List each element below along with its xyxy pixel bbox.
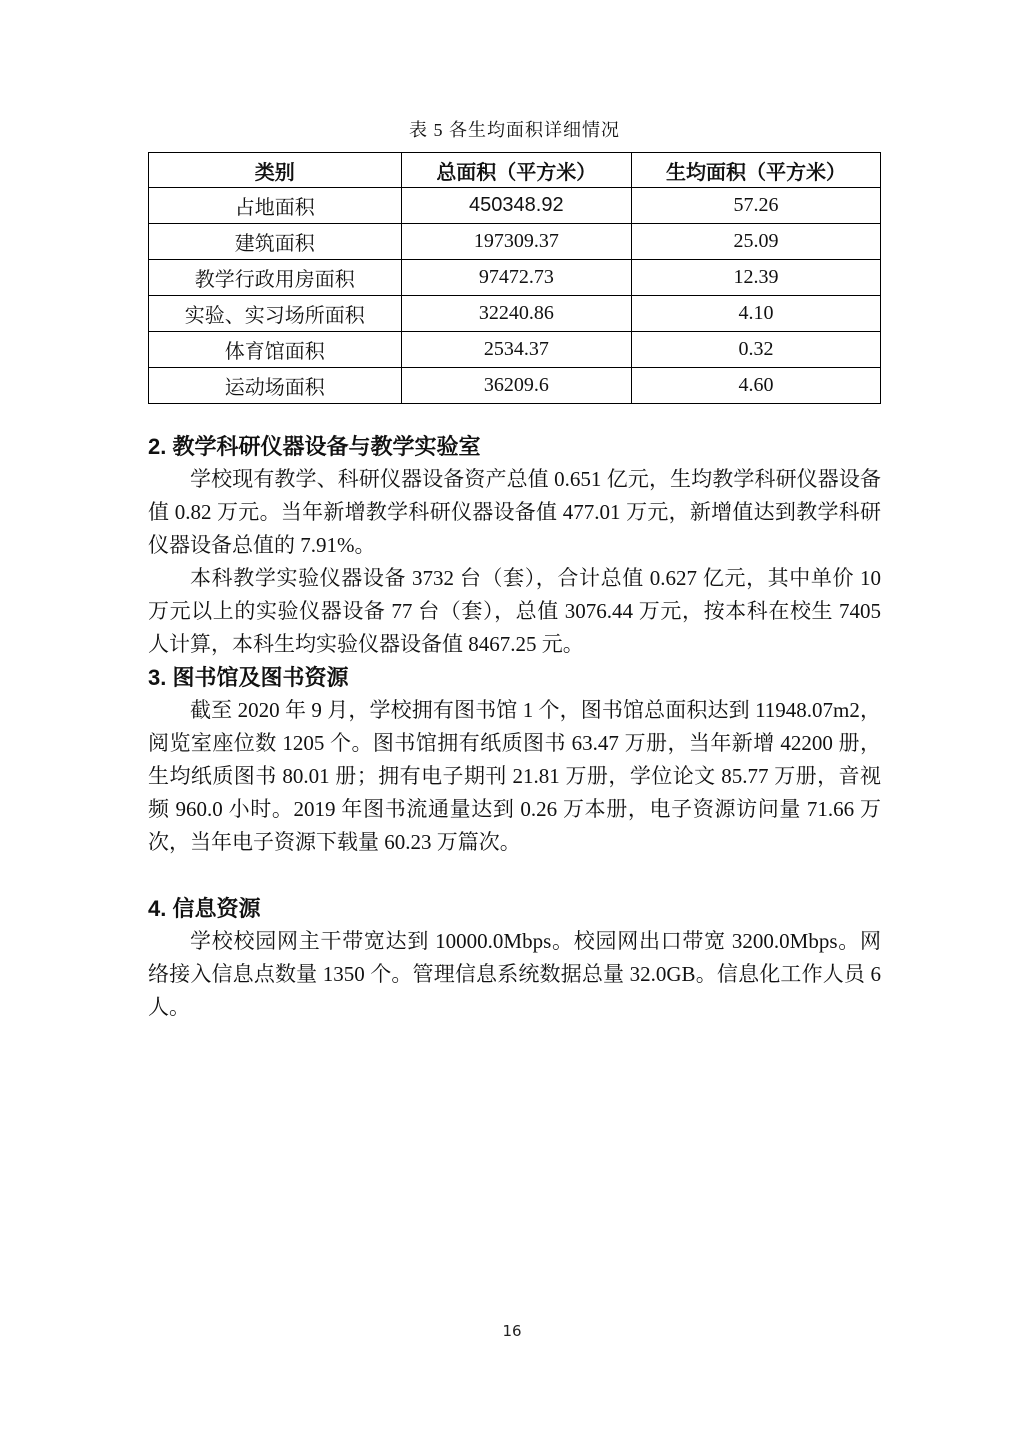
table-row — [149, 368, 881, 404]
table-row — [149, 332, 881, 368]
cell-total-area: 450348.92 — [401, 188, 632, 224]
paragraph: 截至 2020 年 9 月，学校拥有图书馆 1 个，图书馆总面积达到 11948.07m2，阅览室座位数 1205 个。图书馆拥有纸质图书 63.47 万册，当年新增 42200 册，生均纸质图书 80.01 册；拥有电子期刊 21.81 万册，学位论文 85.77 万册，音视频 960.0 小时。2019 年图书流通量达到 0.26 万本册，电子资源访问量 71.66 万次，当年电子资源下载量 60.23 万篇次。 — [148, 698, 881, 854]
table-row — [149, 224, 881, 260]
cell-per-student-area: 12.39 — [632, 260, 881, 296]
cell-total-area: 2534.37 — [401, 332, 632, 368]
cell-category: 教学行政用房面积 — [149, 260, 402, 296]
cell-category: 建筑面积 — [149, 224, 402, 260]
cell-per-student-area: 4.10 — [632, 296, 881, 332]
header-per-student-area: 生均面积（平方米） — [632, 153, 881, 188]
table-header-row — [149, 153, 881, 188]
cell-category: 占地面积 — [149, 188, 402, 224]
cell-per-student-area: 57.26 — [632, 188, 881, 224]
cell-category: 运动场面积 — [149, 368, 402, 404]
cell-total-area: 97472.73 — [401, 260, 632, 296]
cell-per-student-area: 4.60 — [632, 368, 881, 404]
per-student-area-table — [148, 152, 881, 404]
cell-category: 体育馆面积 — [149, 332, 402, 368]
cell-total-area: 36209.6 — [401, 368, 632, 404]
cell-total-area: 197309.37 — [401, 224, 632, 260]
cell-per-student-area: 0.32 — [632, 332, 881, 368]
section-equipment — [148, 430, 881, 661]
table-caption: 表 5 各生均面积详细情况 — [409, 120, 620, 140]
header-category: 类别 — [149, 153, 402, 188]
header-total-area: 总面积（平方米） — [401, 153, 632, 188]
section-information — [148, 892, 881, 1024]
table-row — [149, 188, 881, 224]
section-heading-information: 4. 信息资源 — [148, 896, 261, 921]
cell-category: 实验、实习场所面积 — [149, 296, 402, 332]
page-number: 16 — [502, 1322, 522, 1340]
table-row — [149, 296, 881, 332]
table-row — [149, 260, 881, 296]
section-heading-equipment: 2. 教学科研仪器设备与教学实验室 — [148, 434, 481, 459]
paragraph: 学校校园网主干带宽达到 10000.0Mbps。校园网出口带宽 3200.0Mbps。网络接入信息点数量 1350 个。管理信息系统数据总量 32.0GB。信息化工作人员 6 人。 — [148, 929, 881, 1019]
cell-per-student-area: 25.09 — [632, 224, 881, 260]
paragraph: 本科教学实验仪器设备 3732 台（套），合计总值 0.627 亿元，其中单价 10 万元以上的实验仪器设备 77 台（套），总值 3076.44 万元，按本科在校生 7405 人计算，本科生均实验仪器设备值 8467.25 元。 — [148, 566, 881, 656]
section-heading-library: 3. 图书馆及图书资源 — [148, 665, 349, 690]
paragraph: 学校现有教学、科研仪器设备资产总值 0.651 亿元，生均教学科研仪器设备值 0.82 万元。当年新增教学科研仪器设备值 477.01 万元，新增值达到教学科研仪器设备总值的 7.91%。 — [148, 467, 881, 557]
cell-total-area: 32240.86 — [401, 296, 632, 332]
section-library — [148, 661, 881, 859]
